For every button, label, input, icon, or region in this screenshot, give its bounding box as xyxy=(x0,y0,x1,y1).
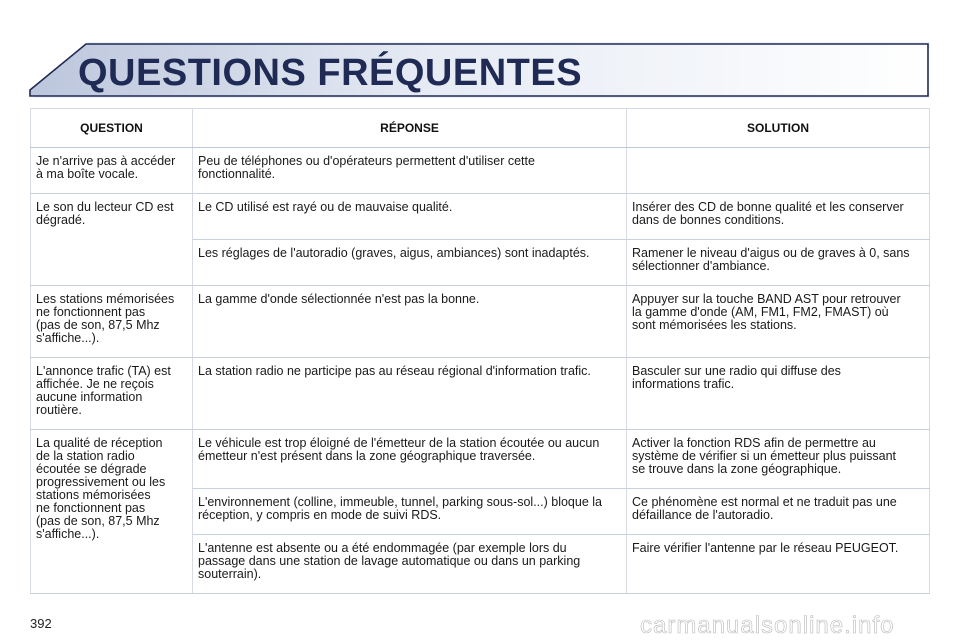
question-text: L'annonce trafic (TA) est affichée. Je ne reçois aucune information routière. xyxy=(36,364,171,417)
answer-text: La station radio ne participe pas au réseau régional d'information trafic. xyxy=(198,364,591,378)
table-header-row xyxy=(31,109,930,148)
table-row xyxy=(31,286,930,358)
answer-cell xyxy=(193,148,627,194)
table-row xyxy=(31,430,930,489)
question-cell xyxy=(31,430,193,594)
answer-text: L'antenne est absente ou a été endommagée (par exemple lors du passage dans une station de lavage automatique ou dans un parking souterrain). xyxy=(198,541,581,581)
answer-text: Peu de téléphones ou d'opérateurs permettent d'utiliser cette fonctionnalité. xyxy=(198,154,535,181)
question-cell xyxy=(31,286,193,358)
solution-cell xyxy=(627,430,930,489)
solution-text: Insérer des CD de bonne qualité et les conserver dans de bonnes conditions. xyxy=(632,200,904,227)
answer-text: L'environnement (colline, immeuble, tunnel, parking sous-sol...) bloque la réception, y compris en mode de suivi RDS. xyxy=(198,495,602,522)
solution-cell xyxy=(627,240,930,286)
table-row xyxy=(31,148,930,194)
page-number: 392 xyxy=(30,616,52,631)
faq-table xyxy=(30,108,930,594)
question-text: Les stations mémorisées ne fonctionnent pas (pas de son, 87,5 Mhz s'affiche...). xyxy=(36,292,175,345)
solution-text: Appuyer sur la touche BAND AST pour retrouver la gamme d'onde (AM, FM1, FM2, FMAST) où sont mémorisées les stations. xyxy=(632,292,901,332)
table-row xyxy=(31,358,930,430)
answer-text: Le véhicule est trop éloigné de l'émetteur de la station écoutée ou aucun émetteur n'est présent dans la zone géographique traversée. xyxy=(198,436,600,463)
header-band xyxy=(0,0,960,108)
question-cell xyxy=(31,358,193,430)
solution-cell xyxy=(627,148,930,194)
solution-cell xyxy=(627,489,930,535)
solution-text: Faire vérifier l'antenne par le réseau PEUGEOT. xyxy=(632,541,899,555)
answer-text: La gamme d'onde sélectionnée n'est pas la bonne. xyxy=(198,292,480,306)
answer-cell xyxy=(193,286,627,358)
solution-cell xyxy=(627,194,930,240)
question-cell xyxy=(31,148,193,194)
column-header-solution: SOLUTION xyxy=(627,109,930,148)
question-text: Le son du lecteur CD est dégradé. xyxy=(36,200,174,227)
column-header-answer: RÉPONSE xyxy=(193,109,627,148)
watermark: carmanualsonline.info xyxy=(640,612,895,639)
solution-text: Ramener le niveau d'aigus ou de graves à 0, sans sélectionner d'ambiance. xyxy=(632,246,910,273)
column-header-question: QUESTION xyxy=(31,109,193,148)
table-row xyxy=(31,194,930,240)
solution-text: Ce phénomène est normal et ne traduit pas une défaillance de l'autoradio. xyxy=(632,495,897,522)
answer-text: Le CD utilisé est rayé ou de mauvaise qualité. xyxy=(198,200,453,214)
question-text: La qualité de réception de la station radio écoutée se dégrade progressivement ou les stations mémorisées ne fonctionnent pas (pas de son, 87,5 Mhz s'affiche...). xyxy=(36,436,166,541)
solution-text: Basculer sur une radio qui diffuse des informations trafic. xyxy=(632,364,841,391)
solution-cell xyxy=(627,358,930,430)
answer-cell xyxy=(193,358,627,430)
question-text: Je n'arrive pas à accéder à ma boîte vocale. xyxy=(36,154,176,181)
answer-text: Les réglages de l'autoradio (graves, aigus, ambiances) sont inadaptés. xyxy=(198,246,590,260)
answer-cell xyxy=(193,535,627,594)
solution-cell xyxy=(627,535,930,594)
solution-text: Activer la fonction RDS afin de permettre au système de vérifier si un émetteur plus puissant se trouve dans la zone géographique. xyxy=(632,436,897,476)
solution-cell xyxy=(627,286,930,358)
page-title: QUESTIONS FRÉQUENTES xyxy=(78,52,583,94)
answer-cell xyxy=(193,240,627,286)
answer-cell xyxy=(193,489,627,535)
answer-cell xyxy=(193,194,627,240)
answer-cell xyxy=(193,430,627,489)
question-cell xyxy=(31,194,193,286)
